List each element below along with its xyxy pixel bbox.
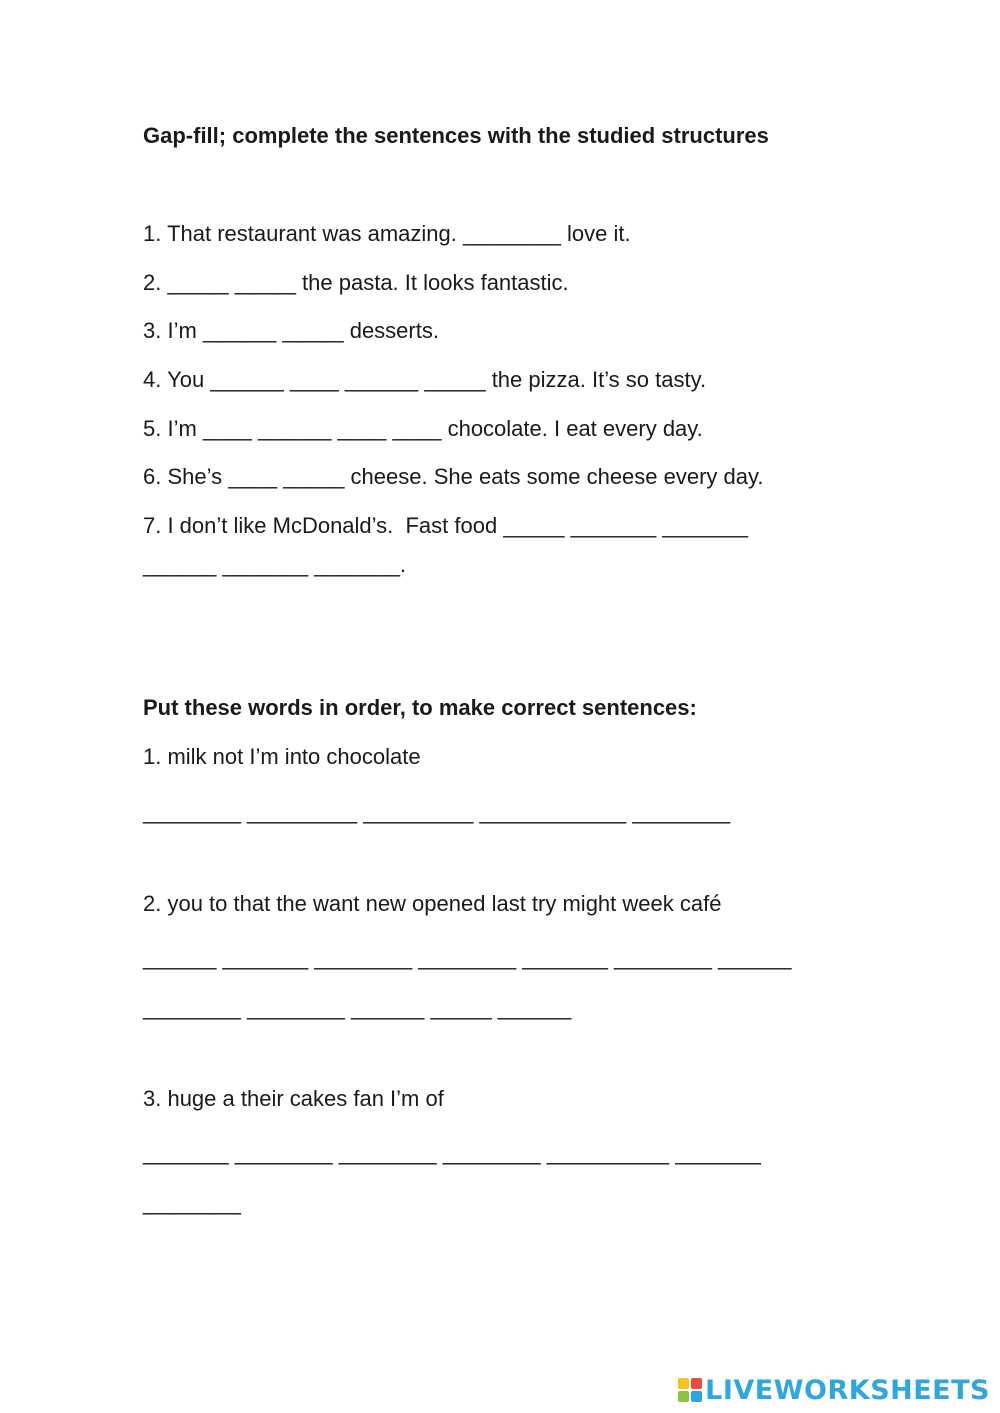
- gap-fill-item-7-continued: ______ _______ _______.: [143, 552, 407, 577]
- logo-tile-yellow: [678, 1378, 689, 1389]
- word-order-prompt-2: 2. you to that the want new opened last try might week café: [143, 891, 722, 916]
- word-order-answer-line-2a: ______ _______ ________ ________ _______ ________ ______: [143, 945, 792, 970]
- gap-fill-heading: Gap-fill; complete the sentences with the studied structures: [143, 123, 769, 148]
- gap-fill-item-7: 7. I don’t like McDonald’s. Fast food _____ _______ _______: [143, 513, 749, 538]
- gap-fill-item-4: 4. You ______ ____ ______ _____ the pizza. It’s so tasty.: [143, 367, 707, 392]
- logo-tile-red: [691, 1378, 702, 1389]
- gap-fill-item-3: 3. I’m ______ _____ desserts.: [143, 318, 439, 343]
- word-order-heading: Put these words in order, to make correct sentences:: [143, 695, 697, 720]
- logo-tile-blue: [691, 1391, 702, 1402]
- word-order-prompt-1: 1. milk not I’m into chocolate: [143, 744, 421, 769]
- word-order-answer-line-3b: ________: [143, 1190, 241, 1215]
- word-order-answer-line-2b: ________ ________ ______ _____ ______: [143, 995, 572, 1020]
- gap-fill-item-2: 2. _____ _____ the pasta. It looks fantastic.: [143, 270, 569, 295]
- word-order-prompt-3: 3. huge a their cakes fan I’m of: [143, 1086, 444, 1111]
- gap-fill-item-5: 5. I’m ____ ______ ____ ____ chocolate. I eat every day.: [143, 416, 703, 441]
- logo-tile-green: [678, 1391, 689, 1402]
- gap-fill-item-6: 6. She’s ____ _____ cheese. She eats some cheese every day.: [143, 464, 764, 489]
- liveworksheets-logo: [678, 1375, 990, 1405]
- liveworksheets-logo-icon: [678, 1378, 702, 1402]
- brand-name: LIVEWORKSHEETS: [705, 1374, 990, 1406]
- word-order-answer-line-3a: _______ ________ ________ ________ __________ _______: [143, 1140, 761, 1165]
- word-order-answer-line-1: ________ _________ _________ ____________ ________: [143, 799, 731, 824]
- gap-fill-item-1: 1. That restaurant was amazing. ________ love it.: [143, 221, 631, 246]
